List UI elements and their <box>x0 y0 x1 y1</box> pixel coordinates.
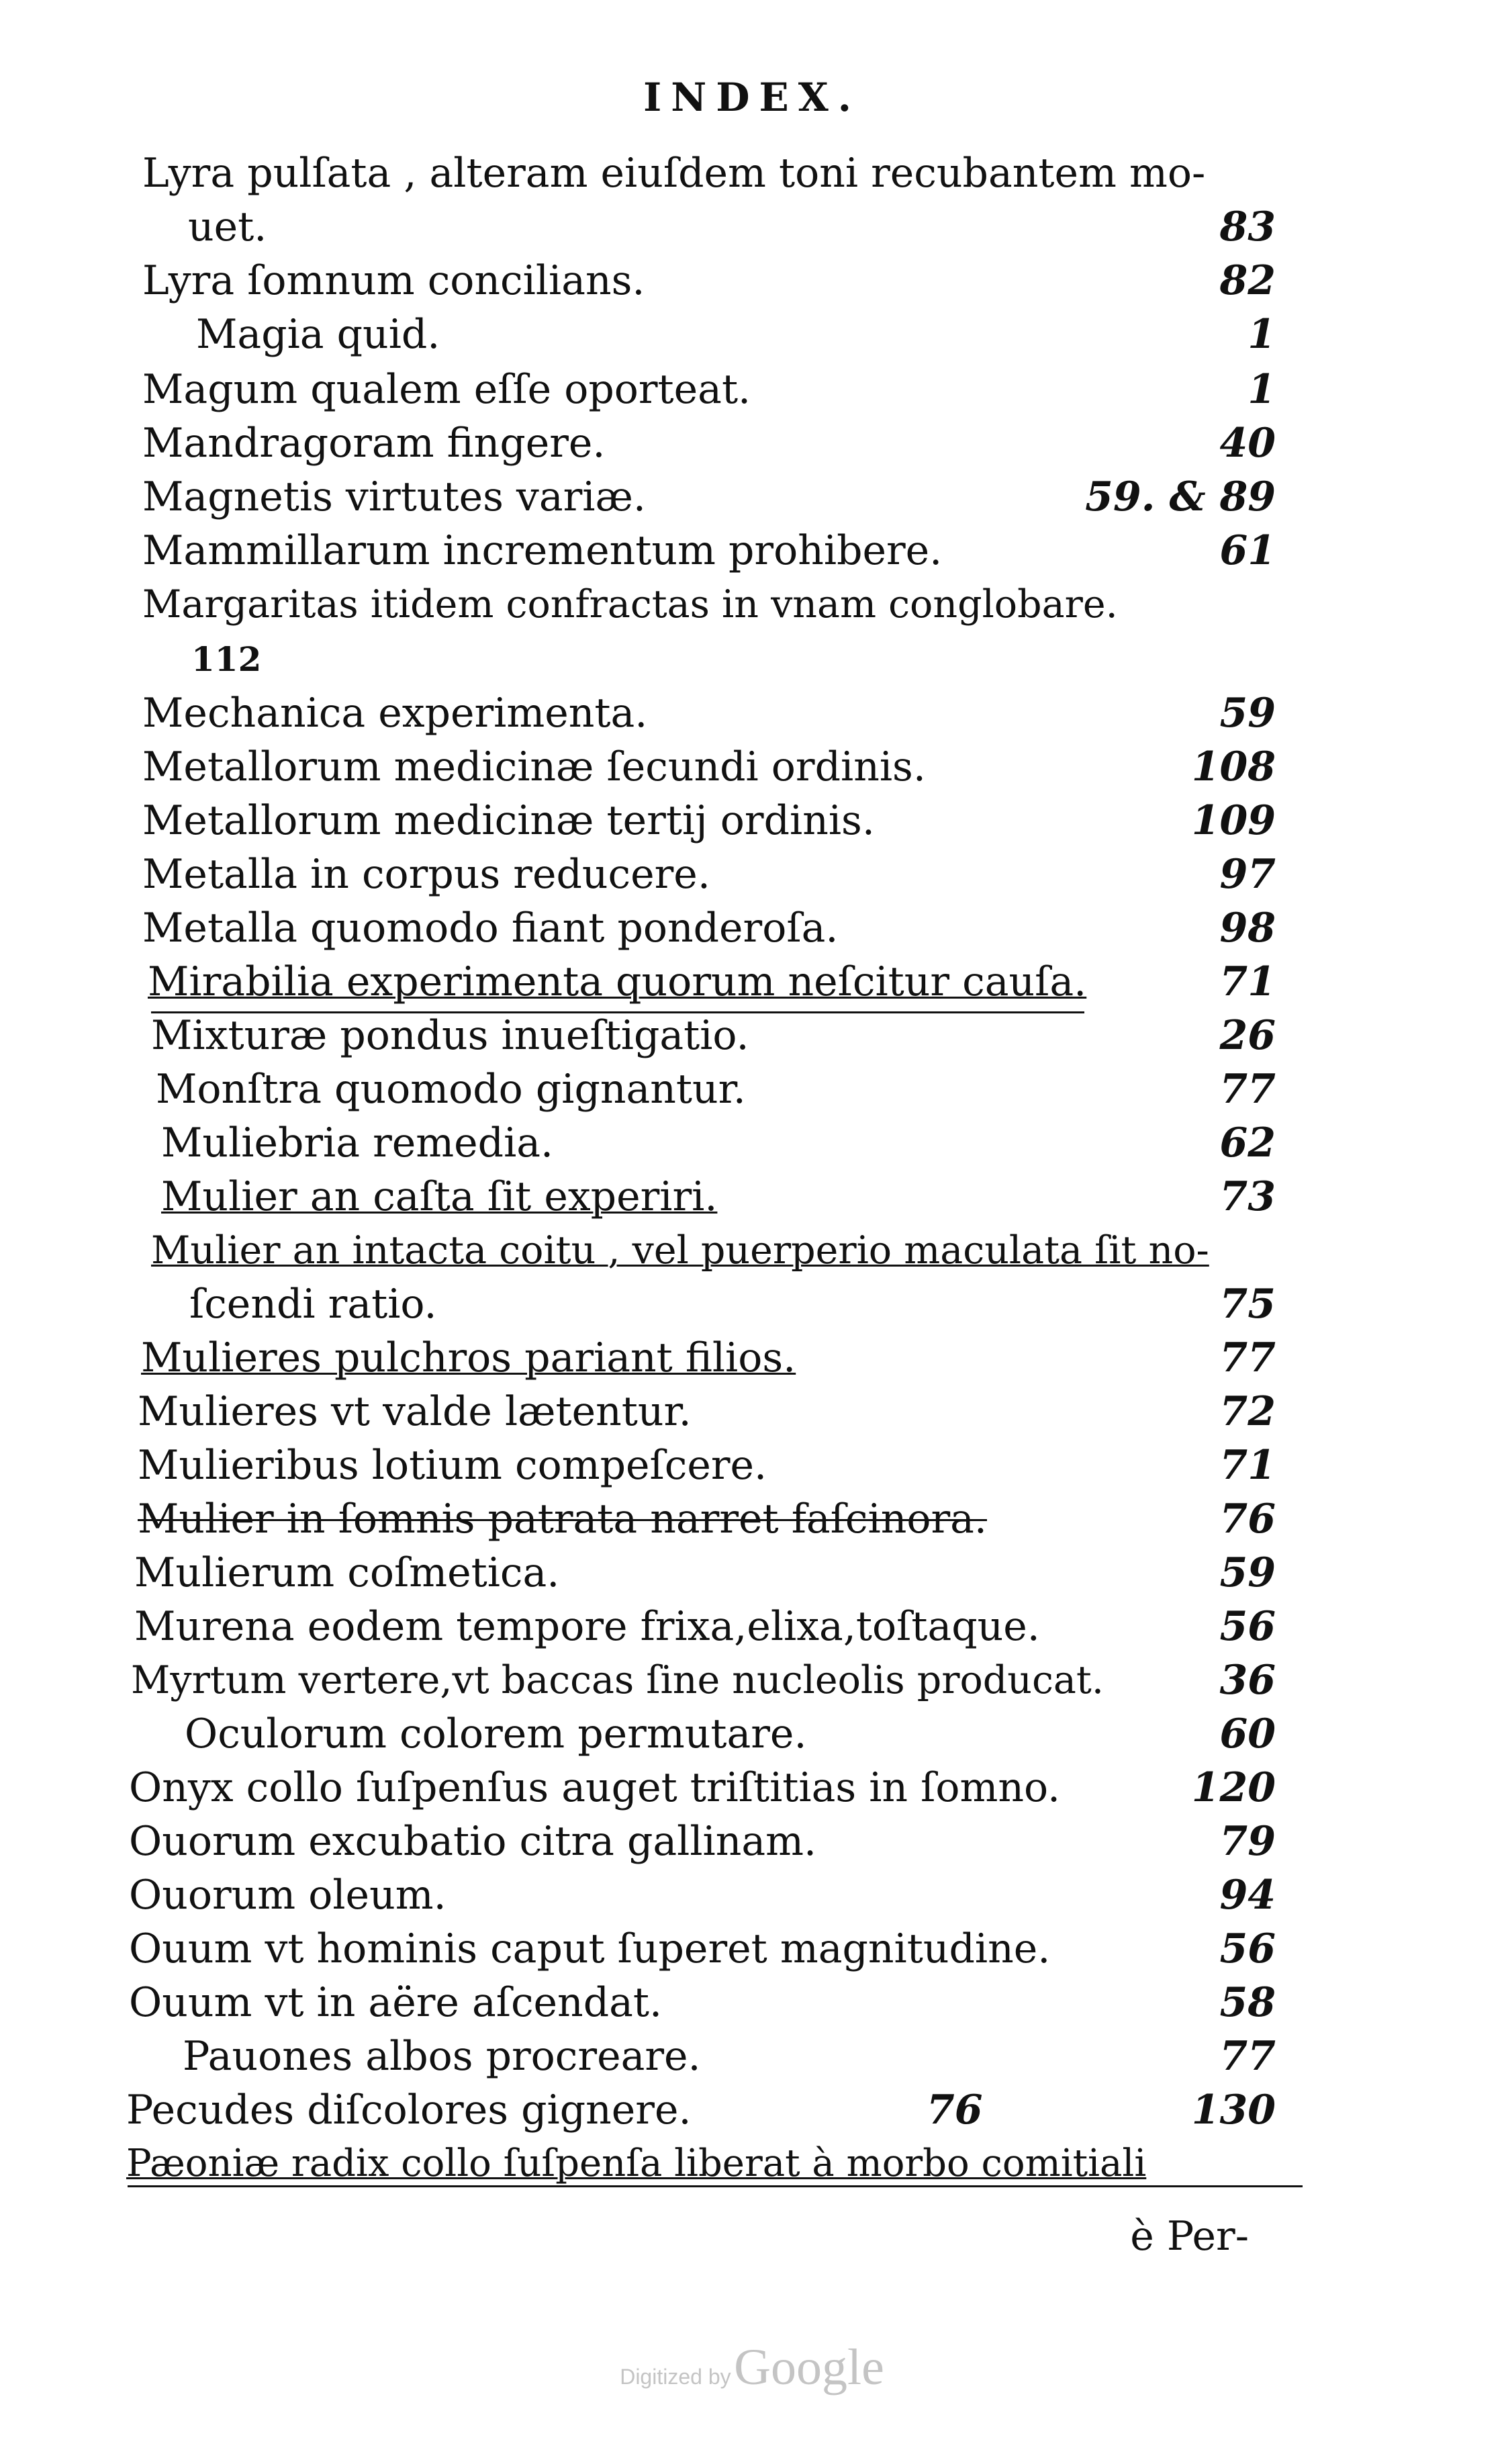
index-entry: Mulierum coſmetica. <box>134 1549 560 1596</box>
index-entry-continuation: 112 <box>191 639 262 679</box>
index-page-number: 59. & 89 <box>1085 473 1276 520</box>
index-page-number: 73 <box>1219 1173 1276 1220</box>
index-entry: Oculorum colorem permutare. <box>185 1710 807 1758</box>
index-entry: Myrtum vertere,vt baccas ſine nucleolis producat. <box>131 1658 1104 1702</box>
index-page-number: 56 <box>1219 1603 1276 1650</box>
index-entry: Mulieres vt valde lætentur. <box>138 1388 692 1435</box>
index-entry: Murena eodem tempore frixa,elixa,toſtaque. <box>134 1603 1040 1650</box>
index-page-number: 109 <box>1191 797 1276 844</box>
index-entry: Mandragoram fingere. <box>142 420 606 467</box>
index-entry: Monſtra quomodo gignantur. <box>156 1066 746 1113</box>
margin-annotation-number: 76 <box>927 2087 983 2134</box>
index-entry: Mulier an intacta coitu , vel puerperio maculata ſit no- <box>151 1228 1209 1273</box>
index-page-number: 79 <box>1219 1818 1276 1865</box>
index-page-number: 72 <box>1219 1388 1276 1435</box>
index-entry: Mechanica experimenta. <box>142 690 648 737</box>
index-entry: Metallorum medicinæ ſecundi ordinis. <box>142 743 926 790</box>
index-entry: Ouum vt in aëre aſcendat. <box>129 1979 663 2026</box>
index-entry: Magia quid. <box>196 311 440 358</box>
index-entry: Mirabilia experimenta quorum neſcitur cauſa. <box>148 958 1087 1005</box>
index-page-number: 56 <box>1219 1925 1276 1972</box>
index-page-number: 130 <box>1191 2087 1276 2134</box>
index-entry: Mulier an caſta ſit experiri. <box>161 1173 718 1220</box>
index-entry: Mixturæ pondus inueſtigatio. <box>151 1012 749 1059</box>
index-entry: Ouorum excubatio citra gallinam. <box>129 1818 817 1865</box>
index-page-number: 77 <box>1219 1334 1276 1381</box>
index-entry: Metalla quomodo fiant ponderoſa. <box>142 905 839 952</box>
index-entry: Pæoniæ radix collo ſuſpenſa liberat à morbo comitiali <box>126 2142 1147 2185</box>
index-page-number: 60 <box>1219 1710 1276 1758</box>
digitization-watermark <box>0 2338 1504 2397</box>
index-page-number: 94 <box>1219 1872 1276 1919</box>
index-entry-struck: Mulier in ſomnis patrata narret faſcinora. <box>138 1496 987 1543</box>
index-page-number: 61 <box>1219 527 1276 574</box>
index-page-number: 1 <box>1248 366 1276 413</box>
index-entry: ſcendi ratio. <box>189 1281 437 1328</box>
index-entry: Ouorum oleum. <box>129 1872 446 1919</box>
index-page-number: 59 <box>1219 1549 1276 1596</box>
index-page-number: 76 <box>1219 1496 1276 1543</box>
index-page-number: 75 <box>1219 1281 1276 1328</box>
index-page-number: 1 <box>1248 311 1276 358</box>
watermark-prefix: Digitized by <box>620 2365 731 2389</box>
index-page-number: 62 <box>1219 1120 1276 1167</box>
index-entry: Metalla in corpus reducere. <box>142 851 710 898</box>
index-entry: Magum qualem eſſe oporteat. <box>142 366 751 413</box>
index-entry: Margaritas itidem confractas in vnam conglobare. <box>142 582 1118 627</box>
catchword: è Per- <box>1130 2213 1249 2260</box>
index-entry: Mammillarum incrementum prohibere. <box>142 527 943 574</box>
index-page-number: 58 <box>1219 1979 1276 2026</box>
index-entry: Ouum vt hominis caput ſuperet magnitudine. <box>129 1925 1051 1972</box>
index-page-number: 108 <box>1191 743 1276 790</box>
index-entry: Lyra pulſata , alteram eiuſdem toni recubantem mo- <box>142 150 1206 197</box>
index-entry: Magnetis virtutes variæ. <box>142 473 646 520</box>
index-page-number: 59 <box>1219 690 1276 737</box>
index-entry: uet. <box>188 203 267 250</box>
index-page-number: 82 <box>1219 257 1276 304</box>
index-page-number: 71 <box>1219 958 1276 1005</box>
index-entry: Metallorum medicinæ tertij ordinis. <box>142 797 875 844</box>
index-page-number: 77 <box>1219 2033 1276 2080</box>
index-page-number: 83 <box>1219 203 1276 250</box>
index-entry: Mulieribus lotium compeſcere. <box>138 1442 767 1489</box>
index-entry: Pauones albos procreare. <box>183 2033 701 2080</box>
index-page-number: 77 <box>1219 1066 1276 1113</box>
index-entry: Onyx collo ſuſpenſus auget triſtitias in ſomno. <box>129 1764 1061 1811</box>
watermark-brand: Google <box>734 2339 884 2395</box>
index-entry: Mulieres pulchros pariant filios. <box>141 1334 796 1381</box>
index-page-number: 120 <box>1191 1764 1276 1811</box>
index-page-number: 98 <box>1219 905 1276 952</box>
index-entry: Pecudes diſcolores gignere. <box>126 2087 692 2134</box>
index-entry: Muliebria remedia. <box>161 1120 554 1167</box>
index-page-number: 97 <box>1219 851 1276 898</box>
index-page-number: 26 <box>1219 1012 1276 1059</box>
index-entry: Lyra ſomnum concilians. <box>142 257 645 304</box>
index-page-number: 40 <box>1219 420 1276 467</box>
handwritten-underline <box>128 2185 1303 2187</box>
page-header: INDEX. <box>643 75 861 120</box>
index-page-number: 36 <box>1219 1657 1276 1704</box>
index-page-number: 71 <box>1219 1442 1276 1489</box>
